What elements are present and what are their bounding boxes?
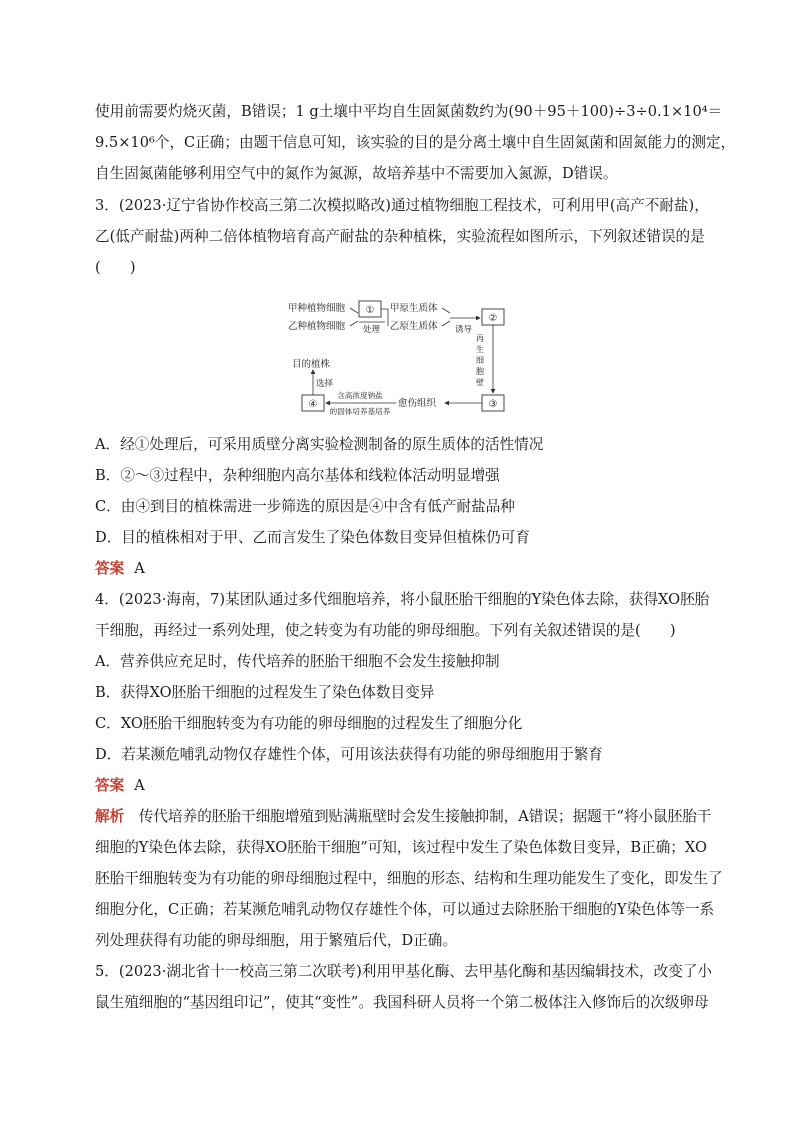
salt-bottom-label: 的固体培养基培养: [329, 407, 391, 416]
cell-b-label: 乙种植物细胞: [288, 321, 346, 332]
prev-explanation-line: 9.5×10⁶个，C正确；由题干信息可知，该实验的目的是分离土壤中自生固氮菌和固氮能力的测定，: [95, 134, 736, 151]
q3-option-d: D．目的植株相对于甲、乙而言发生了染色体数目变异但植株仍可育: [95, 529, 530, 546]
proto-b-label: 乙原生质体: [390, 321, 438, 332]
q4-answer: [95, 776, 715, 796]
q4-stem-line: 4．(2023·海南，7)某团队通过多代细胞培养，将小鼠胚胎干细胞的Y染色体去除，获得XO胚胎: [95, 591, 710, 608]
q3-stem-line: ( ): [95, 259, 136, 276]
q3-flow-diagram: [270, 296, 510, 420]
prev-explanation-line: 自生固氮菌能够利用空气中的氮作为氮源，故培养基中不需要加入氮源，D错误。: [95, 165, 618, 182]
wall-char: 壁: [476, 378, 484, 387]
q4-explanation-line: 细胞的Y染色体去除，获得XO胚胎干细胞”可知，该过程中发生了染色体数目变异，B正确；XO: [95, 839, 707, 856]
answer-value: A: [134, 560, 145, 577]
q4-explanation-line: 列处理获得有功能的卵母细胞，用于繁殖后代，D正确。: [95, 932, 457, 949]
box-1-label: ①: [365, 305, 375, 316]
wall-char: 细: [476, 356, 484, 365]
select-label: 选择: [316, 379, 334, 389]
answer-value: A: [134, 777, 145, 794]
q4-option-c: C．XO胚胎干细胞转变为有功能的卵母细胞的过程发生了细胞分化: [95, 715, 523, 732]
q3-stem-line: 3．(2023·辽宁省协作校高三第二次模拟略改)通过植物细胞工程技术，可利用甲(高产不耐盐)，: [95, 197, 709, 214]
salt-top-label: 含高浓度钠盐: [337, 391, 383, 400]
q4-option-b: B．获得XO胚胎干细胞的过程发生了染色体数目变异: [95, 684, 435, 701]
callus-label: 愈伤组织: [398, 398, 437, 409]
answer-label: 答案: [95, 777, 125, 794]
cell-a-label: 甲种植物细胞: [288, 303, 346, 314]
prev-explanation-line: 使用前需要灼烧灭菌，B错误；1 g土壤中平均自生固氮菌数约为(90＋95＋100)÷3÷0.1×10⁴＝: [95, 103, 723, 120]
explanation-text: 传代培养的胚胎干细胞增殖到贴满瓶壁时会发生接触抑制，A错误；据题干“将小鼠胚胎干: [138, 808, 712, 825]
target-label: 目的植株: [292, 359, 331, 370]
q3-option-b: B．②～③过程中，杂种细胞内高尔基体和线粒体活动明显增强: [95, 467, 500, 484]
q4-explanation-line: 胚胎干细胞转变为有功能的卵母细胞过程中，细胞的形态、结构和生理功能发生了变化，即发生了: [95, 870, 723, 887]
wall-char: 生: [476, 345, 484, 354]
q4-explanation-line: 细胞分化，C正确；若某濒危哺乳动物仅存雄性个体，可以通过去除胚胎干细胞的Y染色体等一系: [95, 901, 715, 918]
q4-stem-line: 干细胞，再经过一系列处理，使之转变为有功能的卵母细胞。下列有关叙述错误的是( ): [95, 622, 676, 639]
q3-answer: [95, 559, 715, 579]
q5-stem-line: 鼠生殖细胞的“基因组印记”，使其“变性”。我国科研人员将一个第二极体注入修饰后的次级卵母: [95, 994, 709, 1011]
q5-stem-line: 5．(2023·湖北省十一校高三第二次联考)利用甲基化酶、去甲基化酶和基因编辑技术，改变了小: [95, 963, 713, 980]
q4-option-d: D．若某濒危哺乳动物仅存雄性个体，可用该法获得有功能的卵母细胞用于繁育: [95, 746, 603, 763]
q4-explanation-line: [95, 807, 715, 827]
q3-option-a: A．经①处理后，可采用质壁分离实验检测制备的原生质体的活性情况: [95, 436, 544, 453]
q3-option-c: C．由④到目的植株需进一步筛选的原因是④中含有低产耐盐品种: [95, 498, 515, 515]
answer-label: 答案: [95, 560, 125, 577]
explanation-label: 解析: [95, 808, 125, 825]
box-3-label: ③: [488, 399, 498, 410]
wall-char: 再: [476, 334, 484, 343]
wall-char: 胞: [476, 367, 484, 376]
q3-stem-line: 乙(低产耐盐)两种二倍体植物培育高产耐盐的杂种植株，实验流程如图所示，下列叙述错误的是: [95, 228, 705, 245]
q4-option-a: A．营养供应充足时，传代培养的胚胎干细胞不会发生接触抑制: [95, 653, 500, 670]
process-label: 处理: [363, 325, 381, 335]
proto-a-label: 甲原生质体: [390, 303, 438, 314]
induce-label: 诱导: [455, 325, 473, 335]
box-2-label: ②: [488, 313, 498, 324]
box-4-label: ④: [308, 399, 318, 410]
